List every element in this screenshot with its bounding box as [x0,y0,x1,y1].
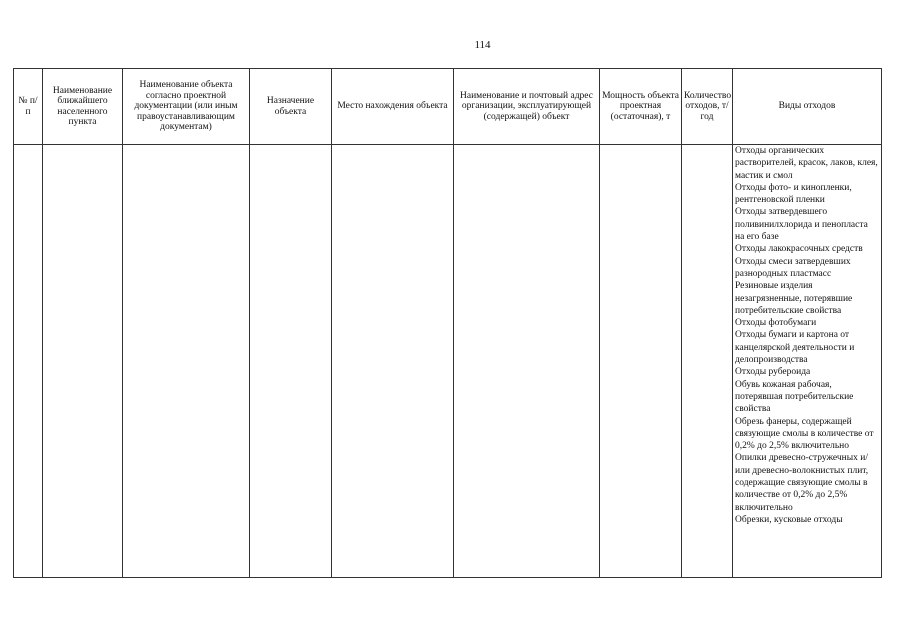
header-operator-organization: Наименование и почтовый адрес организации, эксплуатирующей (содержащей) объект [454,69,600,145]
header-object-purpose: Назначение объекта [250,69,332,145]
waste-type-item: Обувь кожаная рабочая, потерявшая потребительские свойства [735,379,854,415]
waste-type-item: Отходы смеси затвердевших разнородных пластмасс [735,256,851,279]
cell-object-name [123,145,250,578]
header-object-name: Наименование объекта согласно проектной документации (или иным правоустанавливающим документам) [123,69,250,145]
cell-waste-amount [682,145,733,578]
header-waste-types: Виды отходов [733,69,882,145]
waste-type-item: Отходы фото- и кинопленки, рентгеновской пленки [735,182,852,206]
header-waste-amount: Количество отходов, т/год [682,69,733,145]
table-header-row [14,69,882,145]
waste-type-item: Отходы бумаги и картона от канцелярской деятельности и делопроизводства [735,330,855,366]
cell-row-number [14,145,43,578]
waste-type-item: Отходы органических растворителей, красок, лаков, клея, мастик и смол [735,146,878,181]
waste-type-item: Отходы рубероида [735,367,811,378]
waste-type-item: Отходы лакокрасочных средств [735,244,863,255]
cell-object-purpose [250,145,332,578]
waste-type-item: Опилки древесно-стружечных и/или древесно-волокнистых плит, содержащие связующие смолы в количестве от 0,2% до 2,5% включительно [735,453,869,513]
waste-type-item: Резиновые изделия незагрязненные, потерявшие потребительские свойства [735,281,853,316]
page-number: 114 [474,39,491,51]
cell-object-location [332,145,454,578]
waste-type-item: Обрезки, кусковые отходы [735,514,843,525]
cell-operator-organization [454,145,600,578]
waste-type-item: Отходы фотобумаги [735,318,817,329]
waste-type-item: Обрезь фанеры, содержащей связующие смолы в количестве от 0,2% до 2,5% включительно [735,416,874,452]
cell-nearest-settlement [43,145,123,578]
waste-objects-table [13,68,882,578]
header-row-number: № п/п [14,69,43,145]
header-object-capacity: Мощность объекта проектная (остаточная), т [600,69,682,145]
table-row [14,145,882,578]
cell-object-capacity [600,145,682,578]
header-nearest-settlement: Наименование ближайшего населенного пункта [43,69,123,145]
cell-waste-types [733,145,882,578]
waste-type-item: Отходы затвердевшего поливинилхлорида и пенопласта на его базе [735,207,868,243]
header-object-location: Место нахождения объекта [332,69,454,145]
